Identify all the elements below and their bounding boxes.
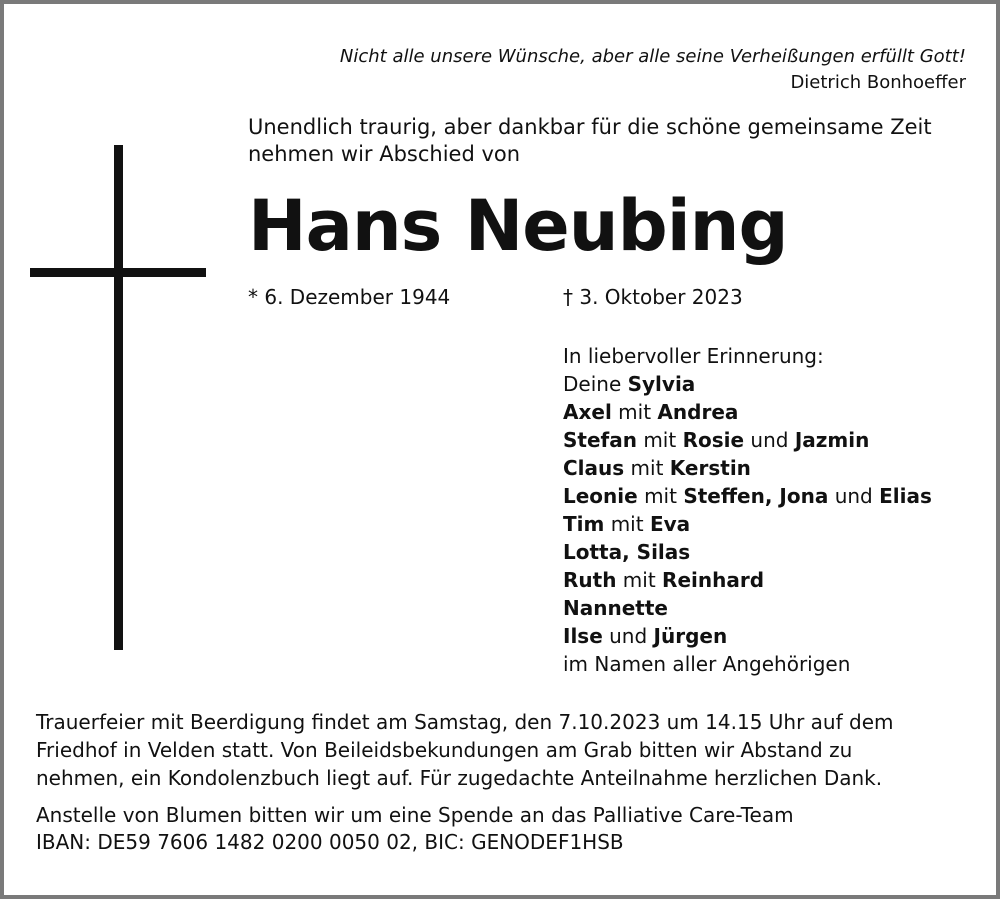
- mourner-connector: mit: [616, 568, 663, 592]
- cross-icon-crossbar: [30, 268, 206, 277]
- mourner-name: Jazmin: [794, 428, 870, 452]
- mourner-name: Reinhard: [662, 568, 765, 592]
- mourner-line: [563, 454, 932, 482]
- intro-line-2: nehmen wir Abschied von: [248, 142, 521, 166]
- mourner-name: Rosie: [682, 428, 745, 452]
- mourner-name: Jürgen: [653, 624, 728, 648]
- epigraph-text: Nicht alle unsere Wünsche, aber alle seine Verheißungen erfüllt Gott!: [339, 46, 966, 67]
- mourner-line: [563, 622, 932, 650]
- mourner-line: [563, 426, 932, 454]
- mourner-name: Lotta, Silas: [563, 540, 691, 564]
- mourner-line: [563, 510, 932, 538]
- mourner-name: Claus: [563, 456, 625, 480]
- mourner-connector: Deine: [563, 372, 628, 396]
- mourner-name: Axel: [563, 400, 612, 424]
- deceased-name: Hans Neubing: [248, 185, 788, 267]
- mourner-connector: und: [828, 484, 880, 508]
- mourner-connector: und: [602, 624, 654, 648]
- mourner-line: [563, 566, 932, 594]
- intro-line-1: Unendlich traurig, aber dankbar für die schöne gemeinsame Zeit: [248, 115, 932, 139]
- intro-text: [248, 114, 932, 168]
- mourner-name: Nannette: [563, 596, 668, 620]
- mourner-connector: mit: [636, 428, 683, 452]
- mourner-connector: mit: [604, 512, 650, 536]
- mourner-name: Ruth: [563, 568, 617, 592]
- epigraph: [340, 44, 966, 96]
- mourner-line: [563, 370, 932, 398]
- mourner-name: Andrea: [657, 400, 739, 424]
- death-date: † 3. Oktober 2023: [563, 285, 743, 309]
- mourner-name: Kerstin: [669, 456, 751, 480]
- mourner-line: [563, 482, 932, 510]
- mourner-connector: und: [744, 428, 795, 452]
- mourners-closing: im Namen aller Angehörigen: [563, 652, 851, 676]
- mourner-name: Elias: [879, 484, 932, 508]
- mourner-name: Steffen, Jona: [683, 484, 829, 508]
- donation-info: [36, 802, 794, 856]
- mourner-line: [563, 594, 932, 622]
- cross-icon: [114, 145, 123, 650]
- mourner-name: Sylvia: [627, 372, 696, 396]
- mourners-heading: In liebervoller Erinnerung:: [563, 344, 824, 368]
- mourner-name: Stefan: [563, 428, 637, 452]
- mourner-connector: mit: [624, 456, 670, 480]
- mourners-list: [563, 342, 932, 678]
- funeral-info: [36, 708, 893, 792]
- mourner-name: Tim: [563, 512, 605, 536]
- mourner-name: Eva: [649, 512, 691, 536]
- mourner-connector: mit: [611, 400, 658, 424]
- funeral-info-line-2: Friedhof in Velden statt. Von Beileidsbekundungen am Grab bitten wir Abstand zu: [36, 738, 853, 762]
- mourners-names: [563, 370, 932, 650]
- donation-info-line-1: Anstelle von Blumen bitten wir um eine Spende an das Palliative Care-Team: [36, 803, 794, 827]
- birth-date: * 6. Dezember 1944: [248, 285, 451, 309]
- mourner-line: [563, 398, 932, 426]
- mourner-name: Leonie: [563, 484, 638, 508]
- funeral-info-line-1: Trauerfeier mit Beerdigung findet am Samstag, den 7.10.2023 um 14.15 Uhr auf dem: [36, 710, 894, 734]
- donation-bank-details: IBAN: DE59 7606 1482 0200 0050 02, BIC: GENODEF1HSB: [36, 830, 624, 854]
- mourner-line: [563, 538, 932, 566]
- mourner-name: Ilse: [563, 624, 603, 648]
- funeral-info-line-3: nehmen, ein Kondolenzbuch liegt auf. Für zugedachte Anteilnahme herzlichen Dank.: [36, 766, 883, 790]
- mourner-connector: mit: [637, 484, 684, 508]
- epigraph-author: Dietrich Bonhoeffer: [790, 72, 966, 93]
